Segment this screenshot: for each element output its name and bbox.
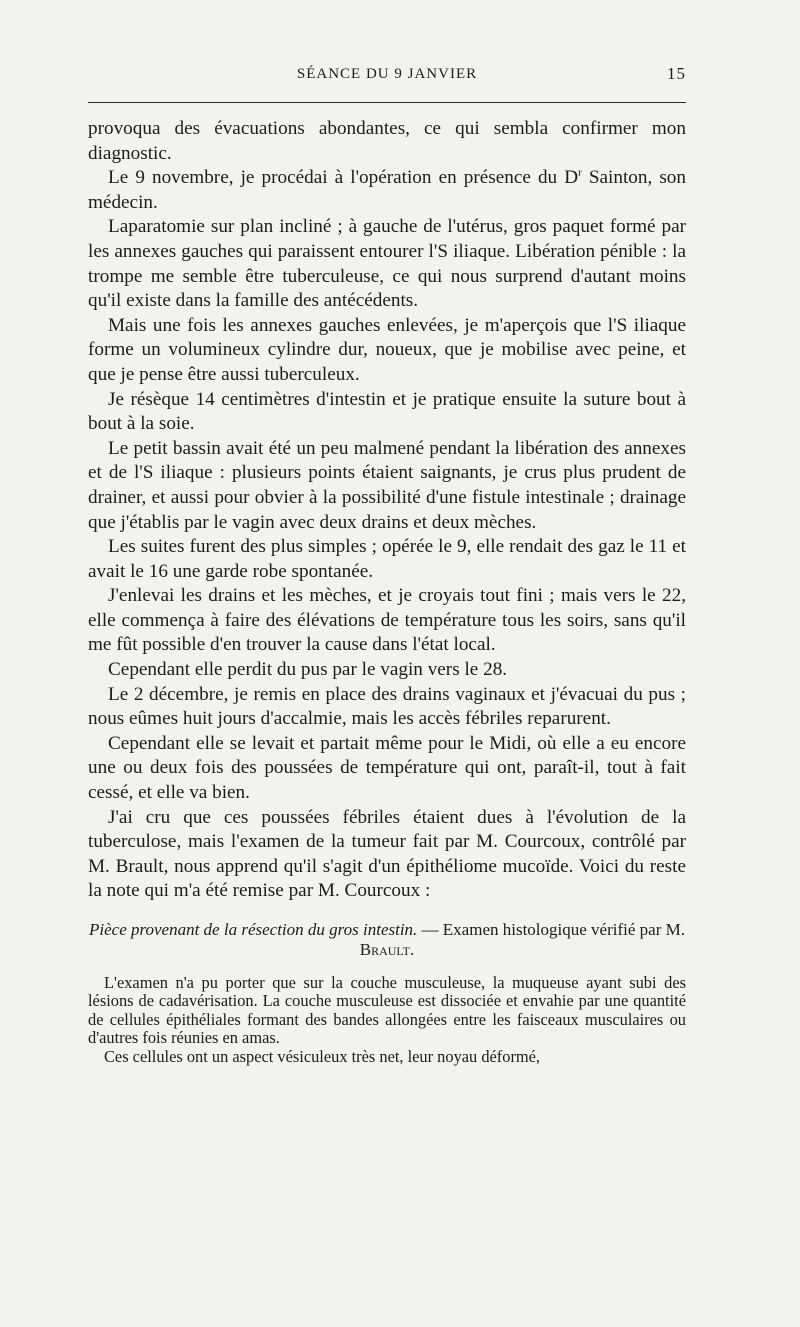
paragraph: Le 2 décembre, je remis en place des drains vaginaux et j'évacuai du pus ; nous eûmes huit jours d'accalmie, mais les accès fébriles reparurent. <box>88 683 686 730</box>
running-title: SÉANCE DU 9 JANVIER <box>296 66 478 82</box>
note-paragraph: Ces cellules ont un aspect vésiculeux très net, leur noyau déformé, <box>104 1046 541 1066</box>
page-number: 15 <box>667 64 686 83</box>
paragraph: Le petit bassin avait été un peu malmené pendant la libération des annexes et de l'S iliaque : plusieurs points étaient saignants, je crus plus prudent de drainer, et aussi pour obvier à la possibilité d'une fistule intestinale ; drainage que j'établis par le vagin avec deux drains et deux mèches. <box>88 437 686 533</box>
paragraph: Les suites furent des plus simples ; opérée le 9, elle rendait des gaz le 11 et avait le 16 une garde robe spontanée. <box>88 536 686 582</box>
paragraph: Mais une fois les annexes gauches enlevées, je m'aperçois que l'S iliaque forme un volumineux cylindre dur, noueux, que je mobilise avec peine, et que je pense être aussi tuberculeux. <box>88 314 686 385</box>
running-header <box>88 62 686 88</box>
paragraph: J'ai cru que ces poussées fébriles étaient dues à l'évolution de la tuberculose, mais l'examen de la tumeur fait par M. Courcoux, contrôlé par M. Brault, nous apprend qu'il s'agit d'un épithéliome mucoïde. Voici du reste la note qui m'a été remise par M. Courcoux : <box>88 806 686 902</box>
superscript: r <box>578 166 582 179</box>
paragraph: Le 9 novembre, je procédai à l'opération en présence du $D^r$ Sainton, son médecin. <box>88 166 686 213</box>
body-text <box>88 117 686 904</box>
paragraph: Cependant elle se levait et partait même pour le Midi, où elle a eu encore une ou deux fois des poussées de température qui ont, paraît-il, tout à fait cessé, et elle va bien. <box>88 732 686 804</box>
paragraph: Laparatomie sur plan incliné ; à gauche de l'utérus, gros paquet formé par les annexes gauches qui paraissent entourer l'S iliaque. Libération pénible : la trompe me semble être tuberculeuse, ce qui nous surprend d'autant moins qu'il existe dans la famille des antécédents. <box>88 216 686 312</box>
paragraph: Je résèque 14 centimètres d'intestin et je pratique ensuite la suture bout à bout à la soie. <box>88 388 686 435</box>
note-title-rest: — Examen histologique vérifié par M. <box>417 920 685 939</box>
paragraph: Cependant elle perdit du pus par le vagin vers le 28. <box>108 659 508 681</box>
note-title-italic: Pièce provenant de la résection du gros intestin. <box>89 920 418 939</box>
paragraph: provoqua des évacuations abondantes, ce qui sembla confirmer mon diagnostic. <box>88 118 686 164</box>
note-heading <box>88 920 686 960</box>
document-page <box>88 62 686 1066</box>
note-paragraph: L'examen n'a pu porter que sur la couche musculeuse, la muqueuse ayant subi des lésions de cadavérisation. La couche musculeuse est dissociée et envahie par une quantité de cellules épithéliales formant des bandes allongées entre les faisceaux musculaires ou d'autres fois réunies en amas. <box>88 973 686 1048</box>
note-verifier: Brault <box>359 940 410 959</box>
note-text <box>88 974 686 1066</box>
header-rule <box>88 102 686 103</box>
paragraph: J'enlevai les drains et les mèches, et je croyais tout fini ; mais vers le 22, elle commença à faire des élévations de température tous les soirs, sans qu'il me fût possible d'en trouver la cause dans l'état local. <box>88 585 686 656</box>
note-title-end: . <box>409 940 415 959</box>
